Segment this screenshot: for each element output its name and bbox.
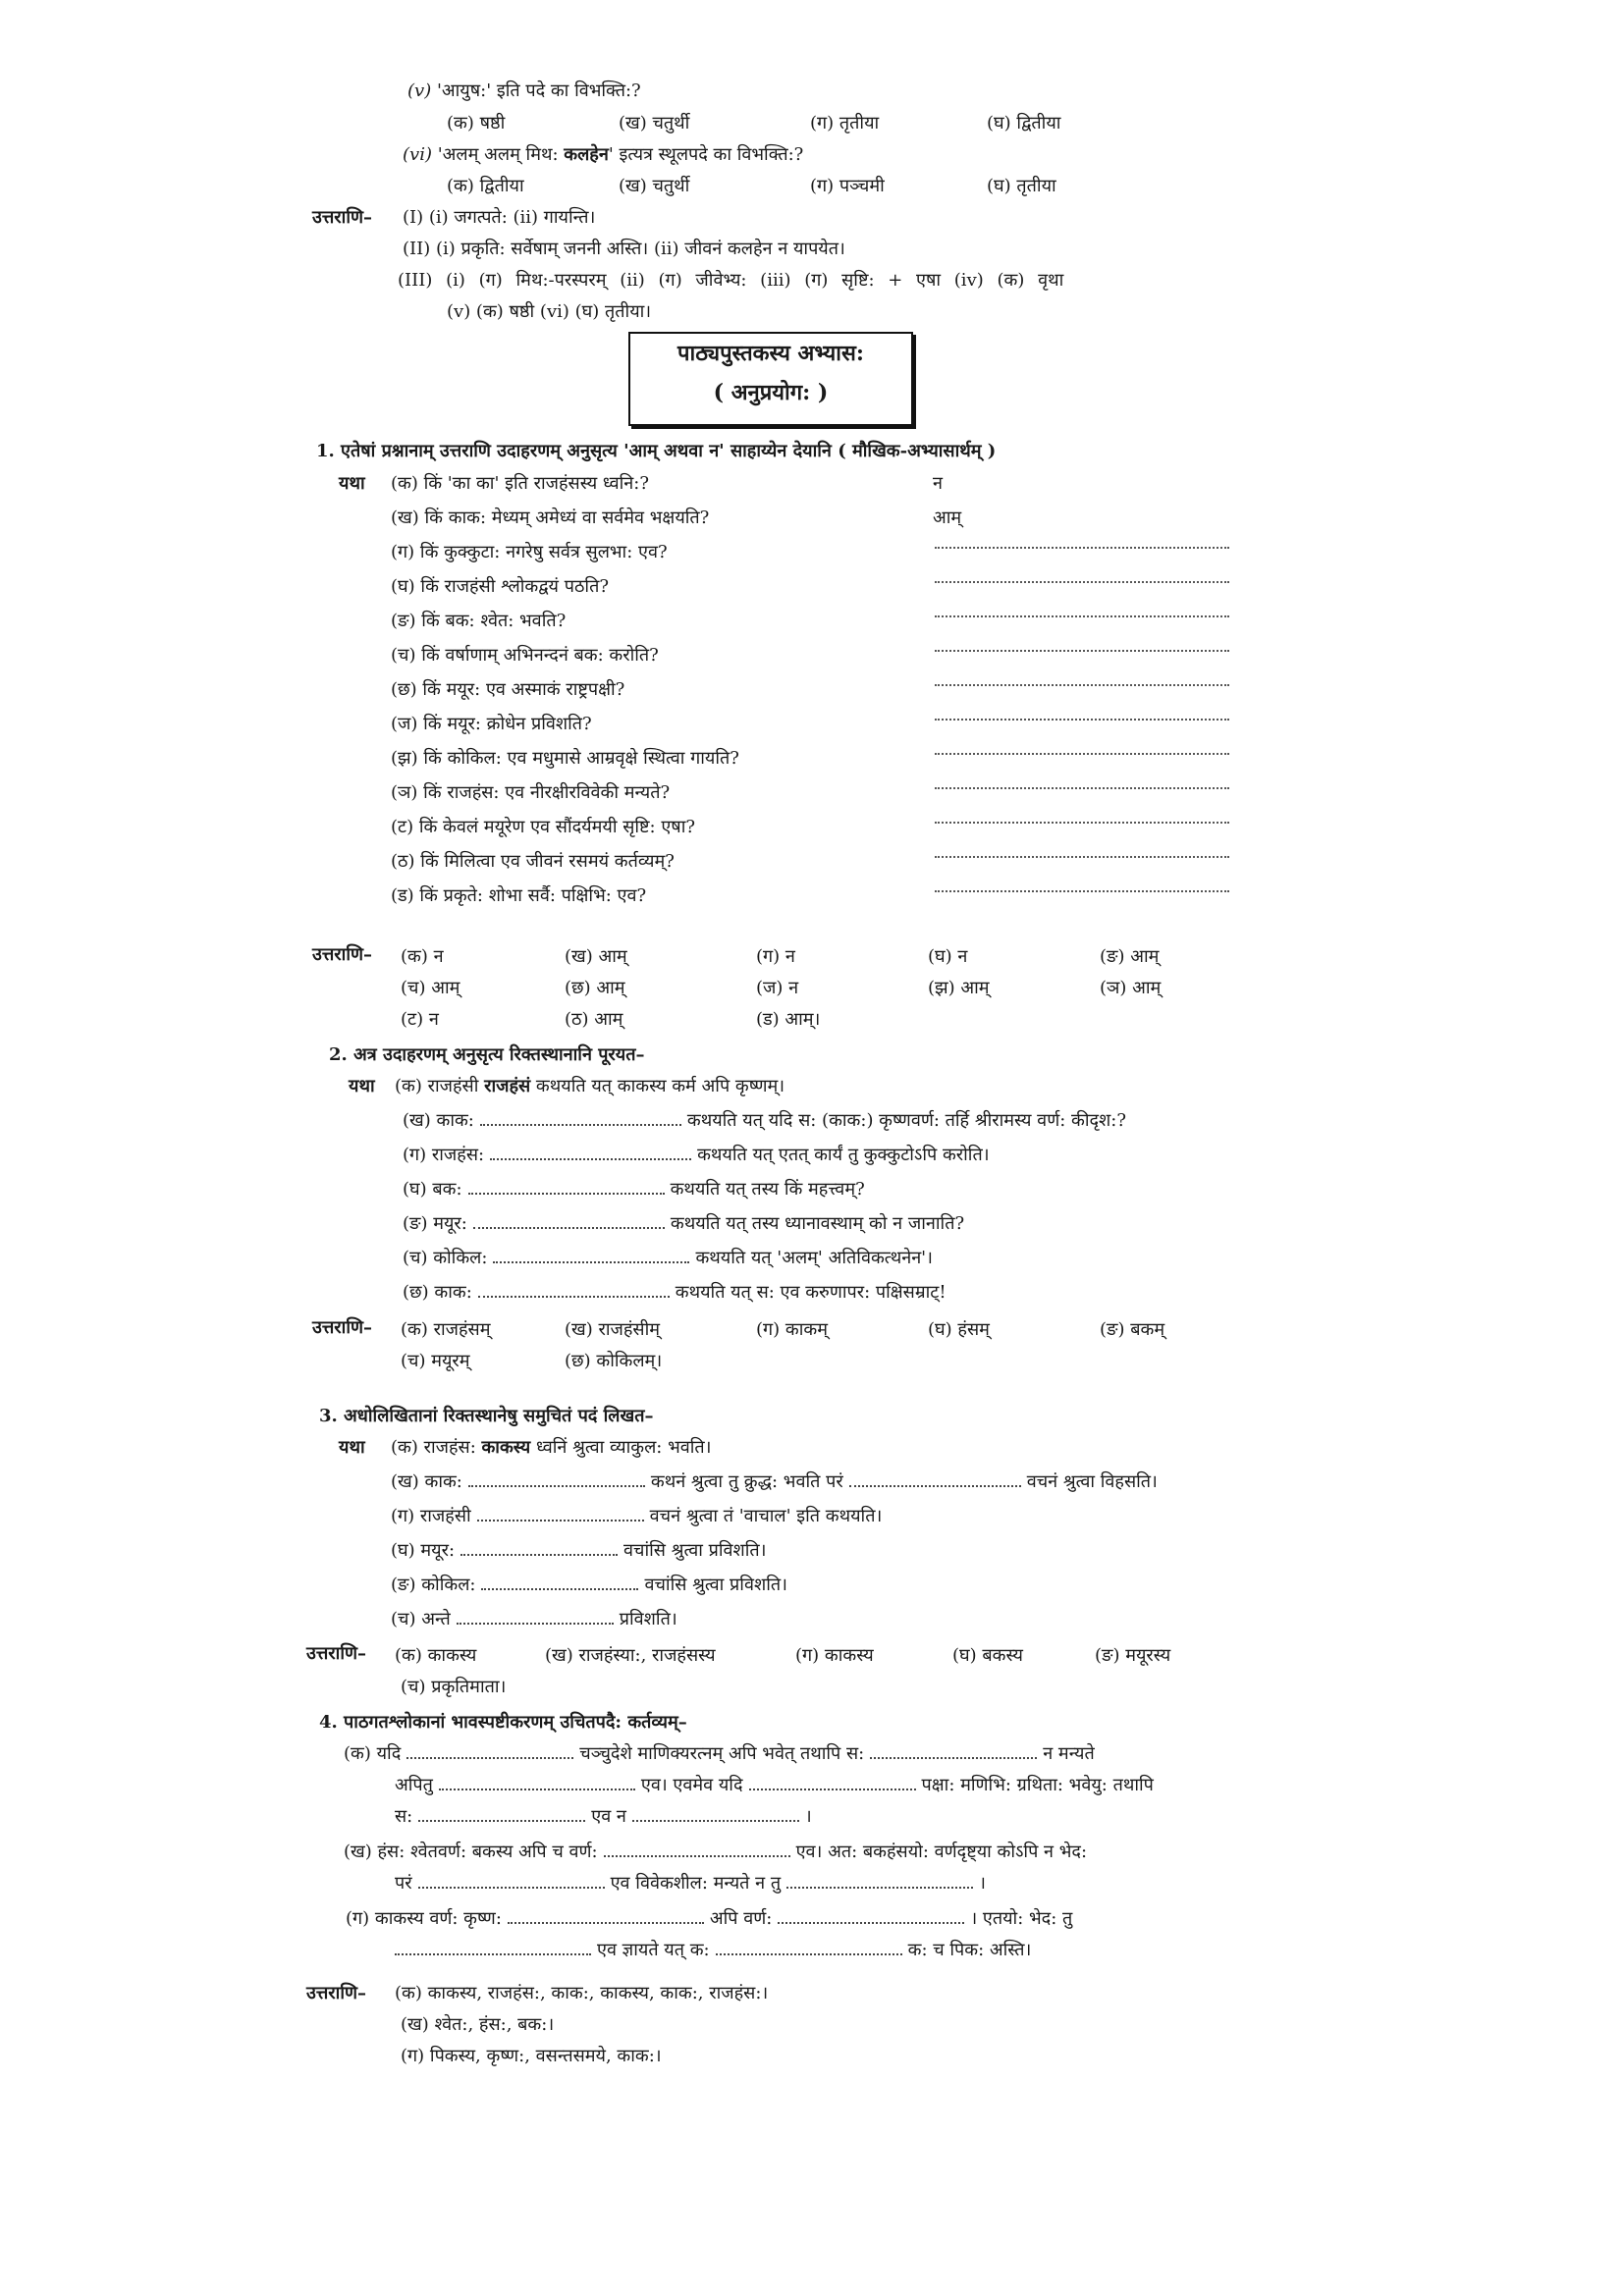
example-label: यथा	[339, 473, 365, 494]
blank-field[interactable]	[849, 1469, 1021, 1487]
answer-blank[interactable]	[935, 751, 1229, 755]
fill-blank-item	[391, 1469, 1158, 1495]
answers-label: उत्तराणि–	[306, 1643, 367, 1664]
item-prefix: (ग) राजहंस:	[403, 1145, 485, 1165]
blank-field[interactable]	[418, 1804, 585, 1822]
blank-field[interactable]	[478, 1280, 670, 1298]
blank-field[interactable]	[468, 1469, 645, 1487]
answer-item: (घ) हंसम्	[928, 1319, 990, 1340]
question-text: 'आयुष:' इति पदे का विभक्ति:?	[436, 80, 641, 101]
text-segment: एव न	[591, 1806, 626, 1827]
question-item: (च) किं वर्षाणाम् अभिनन्दनं बक: करोति?	[391, 645, 659, 666]
answer-item: (ङ) आम्	[1100, 946, 1160, 967]
blank-field[interactable]	[406, 1741, 573, 1759]
text-segment: एव विवेकशील: मन्यते न तु	[610, 1873, 782, 1894]
blank-field[interactable]	[477, 1504, 644, 1522]
answer-item: (झ) आम्	[928, 978, 990, 998]
fill-blank-item	[403, 1108, 1126, 1134]
answer-blank[interactable]	[935, 614, 1229, 617]
item-prefix: (च) कोकिल:	[403, 1248, 488, 1268]
text-segment: (क) यदि	[344, 1743, 402, 1764]
question-item: (ज) किं मयूर: क्रोधेन प्रविशति?	[391, 714, 592, 734]
example-sentence	[391, 1435, 712, 1461]
blank-field[interactable]	[716, 1938, 902, 1955]
text-segment: ।	[979, 1873, 986, 1894]
answer-blank[interactable]	[935, 682, 1229, 686]
answer-item: (ग) पिकस्य, कृष्ण:, वसन्तसमये, काक:।	[401, 2046, 662, 2066]
answer-blank[interactable]	[935, 888, 1229, 892]
explanation-kha-line1	[344, 1840, 1087, 1865]
blank-field[interactable]	[439, 1773, 635, 1790]
question-item: (ग) किं कुक्कुटा: नगरेषु सर्वत्र सुलभा: एव?	[391, 542, 668, 562]
answer-II: (II) (i) प्रकृति: सर्वेषाम् जननी अस्ति। (ii) जीवनं कलहेन न यापयेत।	[403, 239, 845, 259]
answer-item: (ख) आम्	[565, 946, 627, 967]
answer-item: (ङ) मयूरस्य	[1095, 1645, 1171, 1666]
answer-item: (घ) न	[928, 946, 968, 967]
example-label: यथा	[339, 1437, 365, 1458]
option: (ख) चतुर्थी	[619, 176, 690, 196]
question-item: (झ) किं कोकिल: एव मधुमासे आम्रवृक्षे स्थित्वा गायति?	[391, 748, 739, 769]
answer-blank[interactable]	[935, 545, 1229, 549]
blank-field[interactable]	[418, 1871, 605, 1889]
answer-item: (ठ) आम्	[565, 1009, 623, 1030]
blank-field[interactable]	[460, 1538, 618, 1556]
option: (घ) द्वितीया	[987, 113, 1061, 133]
fill-blank-item	[391, 1607, 677, 1632]
blank-field[interactable]	[786, 1871, 973, 1889]
answer-blank[interactable]	[935, 820, 1229, 824]
answer-I: (I) (i) जगत्पते: (ii) गायन्ति।	[403, 207, 596, 228]
answer-item: (ञ) आम्	[1100, 978, 1162, 998]
item-prefix: (घ) बक:	[403, 1179, 462, 1200]
blank-field[interactable]	[870, 1741, 1037, 1759]
item-suffix: कथयति यत् 'अलम्' अतिविकत्थनेन'।	[695, 1248, 933, 1268]
section-heading-title: पाठ्यपुस्तकस्य अभ्यास:	[677, 341, 864, 366]
item-prefix: (ङ) मयूर:	[403, 1213, 467, 1234]
text-segment: एव ज्ञायते यत् क:	[597, 1940, 710, 1960]
blank-field[interactable]	[508, 1906, 704, 1924]
explanation-ka-line2	[395, 1773, 1154, 1798]
question-v	[407, 79, 641, 104]
item-prefix: (ख) काक:	[403, 1110, 474, 1131]
answer-item: (छ) कोकिलम्।	[565, 1351, 663, 1371]
answer-item: (छ) आम्	[565, 978, 625, 998]
answer-item: (ख) श्वेत:, हंस:, बक:।	[401, 2014, 555, 2035]
blank-field[interactable]	[493, 1246, 689, 1263]
section-heading-subtitle: ( अनुप्रयोग: )	[713, 380, 829, 405]
answers-label: उत्तराणि–	[312, 207, 373, 228]
answer-blank[interactable]	[935, 648, 1229, 652]
text-segment: (ग) काकस्य वर्ण: कृष्ण:	[346, 1908, 502, 1929]
answer-item: (क) काकस्य	[395, 1645, 477, 1666]
text-segment: । एतयो: भेद: तु	[970, 1908, 1073, 1929]
answer-item: (च) मयूरम्	[401, 1351, 470, 1371]
blank-field[interactable]	[604, 1840, 790, 1857]
question-item: (ड) किं प्रकृते: शोभा सर्वै: पक्षिभि: एव?	[391, 885, 647, 906]
explanation-kha-line2	[395, 1871, 986, 1896]
answer-value: आम्	[933, 507, 962, 528]
item-prefix: (ग) राजहंसी	[391, 1506, 471, 1526]
answer-III: (III) (i) (ग) मिथ:-परस्परम् (ii) (ग) जीवेभ्य: (iii) (ग) सृष्टि: + एषा (iv) (क) वृथा	[398, 270, 1064, 291]
answer-item: (ज) न	[756, 978, 799, 998]
question-number: (vi)	[403, 144, 432, 165]
option: (ग) तृतीया	[810, 113, 880, 133]
example-pre: (क) राजहंस:	[391, 1437, 482, 1458]
text-segment: एव। अत: बकहंसयो: वर्णदृष्ट्या कोऽपि न भेद:	[795, 1842, 1088, 1862]
item-prefix: (च) अन्ते	[391, 1609, 451, 1629]
item-suffix: प्रविशति।	[619, 1609, 677, 1629]
explanation-ka-line3	[395, 1804, 812, 1830]
item-suffix: कथयति यत् तस्य किं महत्त्वम्?	[670, 1179, 865, 1200]
text-segment: चञ्चुदेशे माणिक्यरत्नम् अपि भवेत् तथापि स:	[579, 1743, 865, 1764]
answer-item: (क) राजहंसम्	[401, 1319, 491, 1340]
answer-item: (ट) न	[401, 1009, 439, 1030]
answer-item: (ङ) बकम्	[1100, 1319, 1165, 1340]
option: (ग) पञ्चमी	[810, 176, 885, 196]
section-heading-box	[628, 332, 913, 426]
text-segment: अपि वर्ण:	[709, 1908, 773, 1929]
item-suffix: वचनं श्रुत्वा विहसति।	[1026, 1471, 1158, 1492]
blank-field[interactable]	[480, 1108, 681, 1126]
text-segment: (ख) हंस: श्वेतवर्ण: बकस्य अपि च वर्ण:	[344, 1842, 598, 1862]
answer-value: न	[933, 473, 943, 494]
item-suffix: कथयति यत् एतत् कार्यं तु कुक्कुटोऽपि करोति।	[697, 1145, 990, 1165]
answer-item: (घ) बकस्य	[952, 1645, 1023, 1666]
blank-field[interactable]	[457, 1607, 614, 1625]
item-prefix: (घ) मयूर:	[391, 1540, 456, 1561]
option: (क) षष्ठी	[447, 113, 506, 133]
question-text-post: ' इत्यत्र स्थूलपदे का विभक्ति:?	[608, 144, 804, 165]
fill-blank-item	[403, 1143, 990, 1168]
fill-blank-item	[403, 1280, 947, 1306]
question-item: (क) किं 'का का' इति राजहंसस्य ध्वनि:?	[391, 473, 650, 494]
fill-blank-item	[403, 1246, 933, 1271]
text-segment: न मन्यते	[1043, 1743, 1095, 1764]
question-text-bold: कलहेन	[564, 144, 609, 165]
explanation-ga-line1	[346, 1906, 1072, 1932]
question-number: (v)	[407, 80, 432, 101]
blank-field[interactable]	[473, 1211, 665, 1229]
exercise-3-title: 3. अधोलिखितानां रिक्तस्थानेषु समुचितं पदं लिखत–	[319, 1406, 654, 1426]
text-segment: ।	[804, 1806, 812, 1827]
answers-label: उत्तराणि–	[312, 1317, 373, 1338]
exercise-2-title: 2. अत्र उदाहरणम् अनुसृत्य रिक्तस्थानानि पूरयत–	[329, 1044, 645, 1065]
item-suffix: कथयति यत् तस्य ध्यानावस्थाम् को न जानाति?	[670, 1213, 965, 1234]
question-item: (ख) किं काक: मेध्यम् अमेध्यं वा सर्वमेव भक्षयति?	[391, 507, 710, 528]
option: (क) द्वितीया	[447, 176, 524, 196]
example-pre: (क) राजहंसी	[395, 1076, 485, 1096]
item-suffix: वचनं श्रुत्वा तं 'वाचाल' इति कथयति।	[649, 1506, 883, 1526]
answer-item: (ख) राजहंसीम्	[565, 1319, 661, 1340]
answer-item: (ग) न	[756, 946, 795, 967]
item-suffix: कथयति यत् स: एव करुणापर: पक्षिसम्राट्!	[675, 1282, 947, 1303]
text-segment: एव। एवमेव यदि	[640, 1775, 743, 1795]
text-segment: परं	[395, 1873, 412, 1894]
answer-blank[interactable]	[935, 854, 1229, 858]
question-item: (ठ) किं मिलित्वा एव जीवनं रसमयं कर्तव्यम्?	[391, 851, 675, 872]
example-post: ध्वनिं श्रुत्वा व्याकुल: भवति।	[530, 1437, 712, 1458]
blank-field[interactable]	[490, 1143, 691, 1160]
blank-field[interactable]	[468, 1177, 665, 1195]
question-item: (छ) किं मयूर: एव अस्माकं राष्ट्रपक्षी?	[391, 679, 625, 700]
example-bold: काकस्य	[481, 1437, 531, 1458]
question-item: (ङ) किं बक: श्वेत: भवति?	[391, 611, 567, 631]
text-segment: क: च पिक: अस्ति।	[907, 1940, 1032, 1960]
example-label: यथा	[349, 1076, 375, 1096]
item-prefix: (ङ) कोकिल:	[391, 1575, 476, 1595]
question-item: (ट) किं केवलं मयूरेण एव सौंदर्यमयी सृष्टि: एषा?	[391, 817, 696, 837]
item-prefix: (छ) काक:	[403, 1282, 472, 1303]
example-bold: राजहंसं	[484, 1076, 531, 1096]
example-sentence	[395, 1074, 784, 1099]
example-post: कथयति यत् काकस्य कर्म अपि कृष्णम्।	[530, 1076, 785, 1096]
text-segment: स:	[395, 1806, 413, 1827]
answer-item: (च) आम्	[401, 978, 460, 998]
fill-blank-item	[391, 1573, 787, 1598]
question-text-pre: 'अलम् अलम् मिथ:	[437, 144, 565, 165]
exercise-4-title: 4. पाठगतश्लोकानां भावस्पष्टीकरणम् उचितपदै: कर्तव्यम्–	[319, 1712, 687, 1733]
answers-label: उत्तराणि–	[306, 1983, 367, 2003]
item-suffix: वचांसि श्रुत्वा प्रविशति।	[644, 1575, 787, 1595]
item-suffix: कथयति यत् यदि स: (काक:) कृष्णवर्ण: तर्हि श्रीरामस्य वर्ण: कीदृश:?	[686, 1110, 1126, 1131]
exercise-1-title: 1. एतेषां प्रश्नानाम् उत्तराणि उदाहरणम् अनुसृत्य 'आम् अथवा न' साहाय्येन देयानि ( मौखिक-अभ्यासार्थम् )	[316, 441, 997, 461]
answer-item: (च) प्रकृतिमाता।	[401, 1677, 507, 1697]
item-middle: कथनं श्रुत्वा तु क्रुद्ध: भवति परं	[650, 1471, 843, 1492]
question-vi	[403, 142, 803, 168]
answer-III-cont: (v) (क) षष्ठी (vi) (घ) तृतीया।	[447, 301, 652, 322]
answer-item: (ग) काकस्य	[795, 1645, 874, 1666]
fill-blank-item	[391, 1504, 882, 1529]
answer-blank[interactable]	[935, 579, 1229, 583]
blank-field[interactable]	[481, 1573, 638, 1590]
fill-blank-item	[391, 1538, 767, 1564]
text-segment: पक्षा: मणिभि: ग्रथिता: भवेयु: तथापि	[921, 1775, 1154, 1795]
option: (घ) तृतीया	[987, 176, 1056, 196]
answer-item: (क) काकस्य, राजहंस:, काक:, काकस्य, काक:, राजहंस:।	[395, 1983, 769, 2003]
answer-item: (ड) आम्।	[756, 1009, 821, 1030]
blank-field[interactable]	[778, 1906, 964, 1924]
fill-blank-item	[403, 1211, 964, 1237]
fill-blank-item	[403, 1177, 865, 1202]
explanation-ga-line2	[395, 1938, 1031, 1963]
blank-field[interactable]	[395, 1938, 591, 1955]
blank-field[interactable]	[632, 1804, 799, 1822]
blank-field[interactable]	[749, 1773, 916, 1790]
item-suffix: वचांसि श्रुत्वा प्रविशति।	[623, 1540, 767, 1561]
option: (ख) चतुर्थी	[619, 113, 690, 133]
question-item: (ञ) किं राजहंस: एव नीरक्षीरविवेकी मन्यते?	[391, 782, 671, 803]
answer-item: (ख) राजहंस्या:, राजहंसस्य	[545, 1645, 716, 1666]
answer-blank[interactable]	[935, 717, 1229, 721]
explanation-ka-line1	[344, 1741, 1095, 1767]
answers-label: उत्तराणि–	[312, 944, 373, 965]
answer-blank[interactable]	[935, 785, 1229, 789]
answer-item: (ग) काकम्	[756, 1319, 828, 1340]
text-segment: अपितु	[395, 1775, 433, 1795]
item-prefix: (ख) काक:	[391, 1471, 462, 1492]
answer-item: (क) न	[401, 946, 444, 967]
question-item: (घ) किं राजहंसी श्लोकद्वयं पठति?	[391, 576, 609, 597]
